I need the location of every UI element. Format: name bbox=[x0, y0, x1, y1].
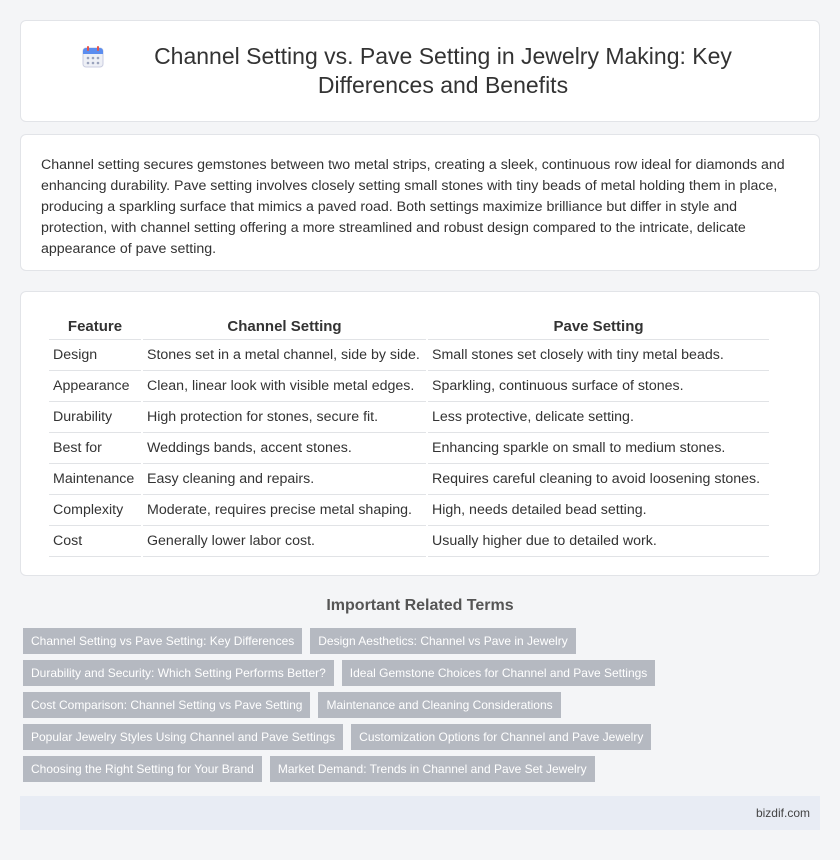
related-term-tag[interactable]: Ideal Gemstone Choices for Channel and Pave Settings bbox=[342, 660, 656, 686]
tag-row bbox=[23, 660, 823, 686]
table-cell: Clean, linear look with visible metal edges. bbox=[143, 371, 426, 402]
table-cell: Easy cleaning and repairs. bbox=[143, 464, 426, 495]
page-title: Channel Setting vs. Pave Setting in Jewelry Making: Key Differences and Benefits bbox=[154, 43, 732, 98]
table-cell: Cost bbox=[49, 526, 141, 557]
comparison-table bbox=[47, 314, 771, 557]
table-cell: Best for bbox=[49, 433, 141, 464]
related-term-tag[interactable]: Cost Comparison: Channel Setting vs Pave Setting bbox=[23, 692, 310, 718]
table-cell: High, needs detailed bead setting. bbox=[428, 495, 769, 526]
table-row bbox=[49, 371, 769, 402]
table-cell: Stones set in a metal channel, side by side. bbox=[143, 340, 426, 371]
calendar-icon bbox=[81, 45, 105, 69]
table-cell: Weddings bands, accent stones. bbox=[143, 433, 426, 464]
column-header-pave: Pave Setting bbox=[428, 314, 769, 340]
related-terms-title: Important Related Terms bbox=[326, 597, 514, 614]
table-cell: Appearance bbox=[49, 371, 141, 402]
table-cell: Sparkling, continuous surface of stones. bbox=[428, 371, 769, 402]
related-term-tag[interactable]: Durability and Security: Which Setting Performs Better? bbox=[23, 660, 334, 686]
intro-paragraph: Channel setting secures gemstones between two metal strips, creating a sleek, continuous row ideal for diamonds and enhancing durability. Pave setting involves closely setting small stones with tiny beads of metal holding them in place, producing a sparkling surface that mimics a paved road. Both settings maximize brilliance but differ in style and protection, with channel setting offering a more streamlined and robust design compared to the intricate, delicate appearance of pave setting. bbox=[41, 157, 785, 257]
table-row bbox=[49, 340, 769, 371]
table-row bbox=[49, 464, 769, 495]
tag-row bbox=[23, 628, 823, 654]
table-cell: Enhancing sparkle on small to medium stones. bbox=[428, 433, 769, 464]
table-row bbox=[49, 433, 769, 464]
related-term-tag[interactable]: Market Demand: Trends in Channel and Pave Set Jewelry bbox=[270, 756, 595, 782]
column-header-feature: Feature bbox=[49, 314, 141, 340]
related-term-tag[interactable]: Maintenance and Cleaning Considerations bbox=[318, 692, 560, 718]
table-cell: Complexity bbox=[49, 495, 141, 526]
table-row bbox=[49, 402, 769, 433]
table-cell: High protection for stones, secure fit. bbox=[143, 402, 426, 433]
table-cell: Design bbox=[49, 340, 141, 371]
comparison-table-card bbox=[20, 291, 820, 576]
tag-row bbox=[23, 692, 823, 718]
footer bbox=[20, 796, 820, 830]
table-row bbox=[49, 526, 769, 557]
intro-card bbox=[20, 134, 820, 271]
tag-row bbox=[23, 724, 823, 750]
table-cell: Moderate, requires precise metal shaping. bbox=[143, 495, 426, 526]
table-row bbox=[49, 495, 769, 526]
column-header-channel: Channel Setting bbox=[143, 314, 426, 340]
related-term-tag[interactable]: Popular Jewelry Styles Using Channel and Pave Settings bbox=[23, 724, 343, 750]
footer-brand[interactable]: bizdif.com bbox=[755, 806, 810, 820]
header-card bbox=[20, 20, 820, 122]
table-cell: Usually higher due to detailed work. bbox=[428, 526, 769, 557]
related-terms-tags bbox=[23, 628, 823, 788]
table-cell: Generally lower labor cost. bbox=[143, 526, 426, 557]
related-term-tag[interactable]: Channel Setting vs Pave Setting: Key Differences bbox=[23, 628, 302, 654]
table-header-row bbox=[49, 314, 769, 340]
table-cell: Small stones set closely with tiny metal beads. bbox=[428, 340, 769, 371]
related-term-tag[interactable]: Choosing the Right Setting for Your Brand bbox=[23, 756, 262, 782]
related-term-tag[interactable]: Customization Options for Channel and Pave Jewelry bbox=[351, 724, 651, 750]
table-cell: Durability bbox=[49, 402, 141, 433]
table-cell: Less protective, delicate setting. bbox=[428, 402, 769, 433]
table-cell: Maintenance bbox=[49, 464, 141, 495]
related-term-tag[interactable]: Design Aesthetics: Channel vs Pave in Jewelry bbox=[310, 628, 575, 654]
tag-row bbox=[23, 756, 823, 782]
table-cell: Requires careful cleaning to avoid loosening stones. bbox=[428, 464, 769, 495]
